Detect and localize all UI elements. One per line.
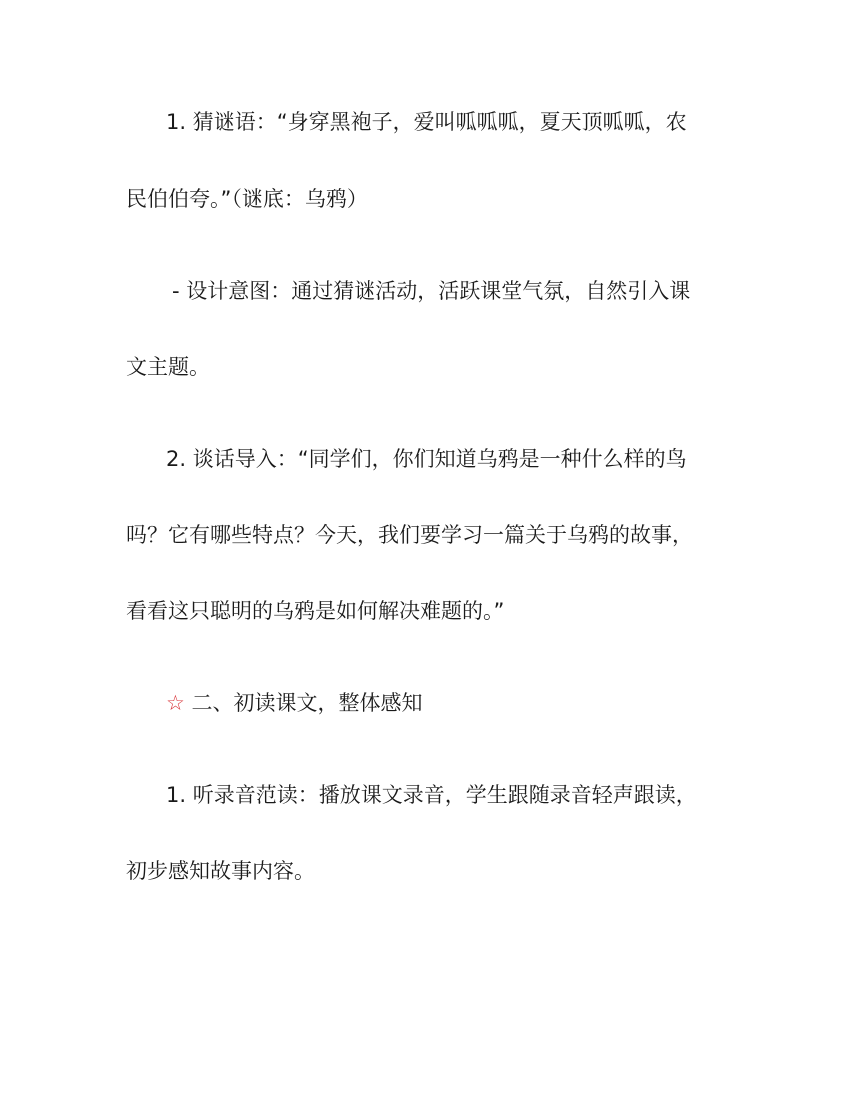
section-heading bbox=[0, 689, 860, 717]
intro-talk-line-1: 2. 谈话导入：“同学们，你们知道乌鸦是一种什么样的鸟 bbox=[166, 447, 687, 471]
riddle-paragraph-line-2: 民伯伯夸。”（谜底：乌鸦） bbox=[126, 187, 368, 211]
design-intent-line-2: 文主题。 bbox=[126, 355, 210, 379]
intro-talk-line-3: 看看这只聪明的乌鸦是如何解决难题的。” bbox=[126, 599, 505, 623]
section-heading-text: 二、初读课文，整体感知 bbox=[191, 691, 423, 715]
design-intent-line-1: - 设计意图：通过猜谜活动，活跃课堂气氛，自然引入课 bbox=[172, 279, 691, 303]
star-icon: ☆ bbox=[166, 691, 185, 715]
listen-reading-line-2: 初步感知故事内容。 bbox=[126, 859, 315, 883]
riddle-paragraph-line-1: 1. 猜谜语：“身穿黑袍子，爱叫呱呱呱，夏天顶呱呱，农 bbox=[166, 110, 687, 134]
listen-reading-line-1: 1. 听录音范读：播放课文录音，学生跟随录音轻声跟读， bbox=[166, 783, 697, 807]
intro-talk-line-2: 吗？它有哪些特点？今天，我们要学习一篇关于乌鸦的故事， bbox=[126, 523, 693, 547]
